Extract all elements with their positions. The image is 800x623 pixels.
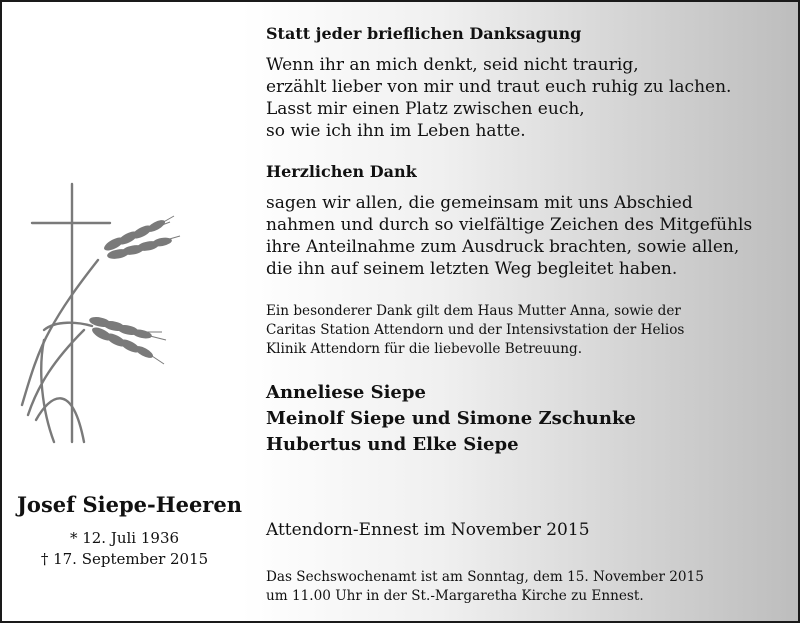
service-line: um 11.00 Uhr in der St.-Margaretha Kirche zu Ennest. xyxy=(266,588,644,604)
special-thanks-line: Ein besonderer Dank gilt dem Haus Mutter Anna, sowie der xyxy=(266,303,681,319)
mourner-name: Meinolf Siepe und Simone Zschunke xyxy=(266,408,636,429)
thanks-heading: Statt jeder brieflichen Danksagung xyxy=(266,24,582,43)
poem-line: Lasst mir einen Platz zwischen euch, xyxy=(266,99,585,119)
place-date: Attendorn-Ennest im November 2015 xyxy=(266,520,590,540)
life-dates xyxy=(2,528,247,570)
gratitude-line: sagen wir allen, die gemeinsam mit uns Abschied xyxy=(266,193,693,213)
special-thanks xyxy=(266,302,684,359)
gratitude-heading: Herzlichen Dank xyxy=(266,162,417,181)
poem-line: erzählt lieber von mir und traut euch ruhig zu lachen. xyxy=(266,77,732,97)
birth-date: * 12. Juli 1936 xyxy=(69,529,180,547)
poem-line: so wie ich ihn im Leben hatte. xyxy=(266,121,526,141)
special-thanks-line: Caritas Station Attendorn und der Intensivstation der Helios xyxy=(266,322,685,338)
cross-with-wheat-icon xyxy=(14,180,184,448)
gratitude-line: die ihn auf seinem letzten Weg begleitet haben. xyxy=(266,259,678,279)
death-date: † 17. September 2015 xyxy=(40,550,209,568)
gratitude-line: ihre Anteilnahme zum Ausdruck brachten, sowie allen, xyxy=(266,237,740,257)
special-thanks-line: Klinik Attendorn für die liebevolle Betreuung. xyxy=(266,341,583,357)
poem xyxy=(266,54,731,142)
deceased-name: Josef Siepe-Heeren xyxy=(17,492,242,517)
gratitude-text xyxy=(266,192,752,280)
mourners-list xyxy=(266,380,636,458)
mourner-name: Hubertus und Elke Siepe xyxy=(266,434,519,455)
mourner-name: Anneliese Siepe xyxy=(266,382,426,403)
poem-line: Wenn ihr an mich denkt, seid nicht traurig, xyxy=(266,55,639,75)
gratitude-line: nahmen und durch so vielfältige Zeichen des Mitgefühls xyxy=(266,215,753,235)
service-info xyxy=(266,568,704,606)
service-line: Das Sechswochenamt ist am Sonntag, dem 15. November 2015 xyxy=(266,569,704,585)
